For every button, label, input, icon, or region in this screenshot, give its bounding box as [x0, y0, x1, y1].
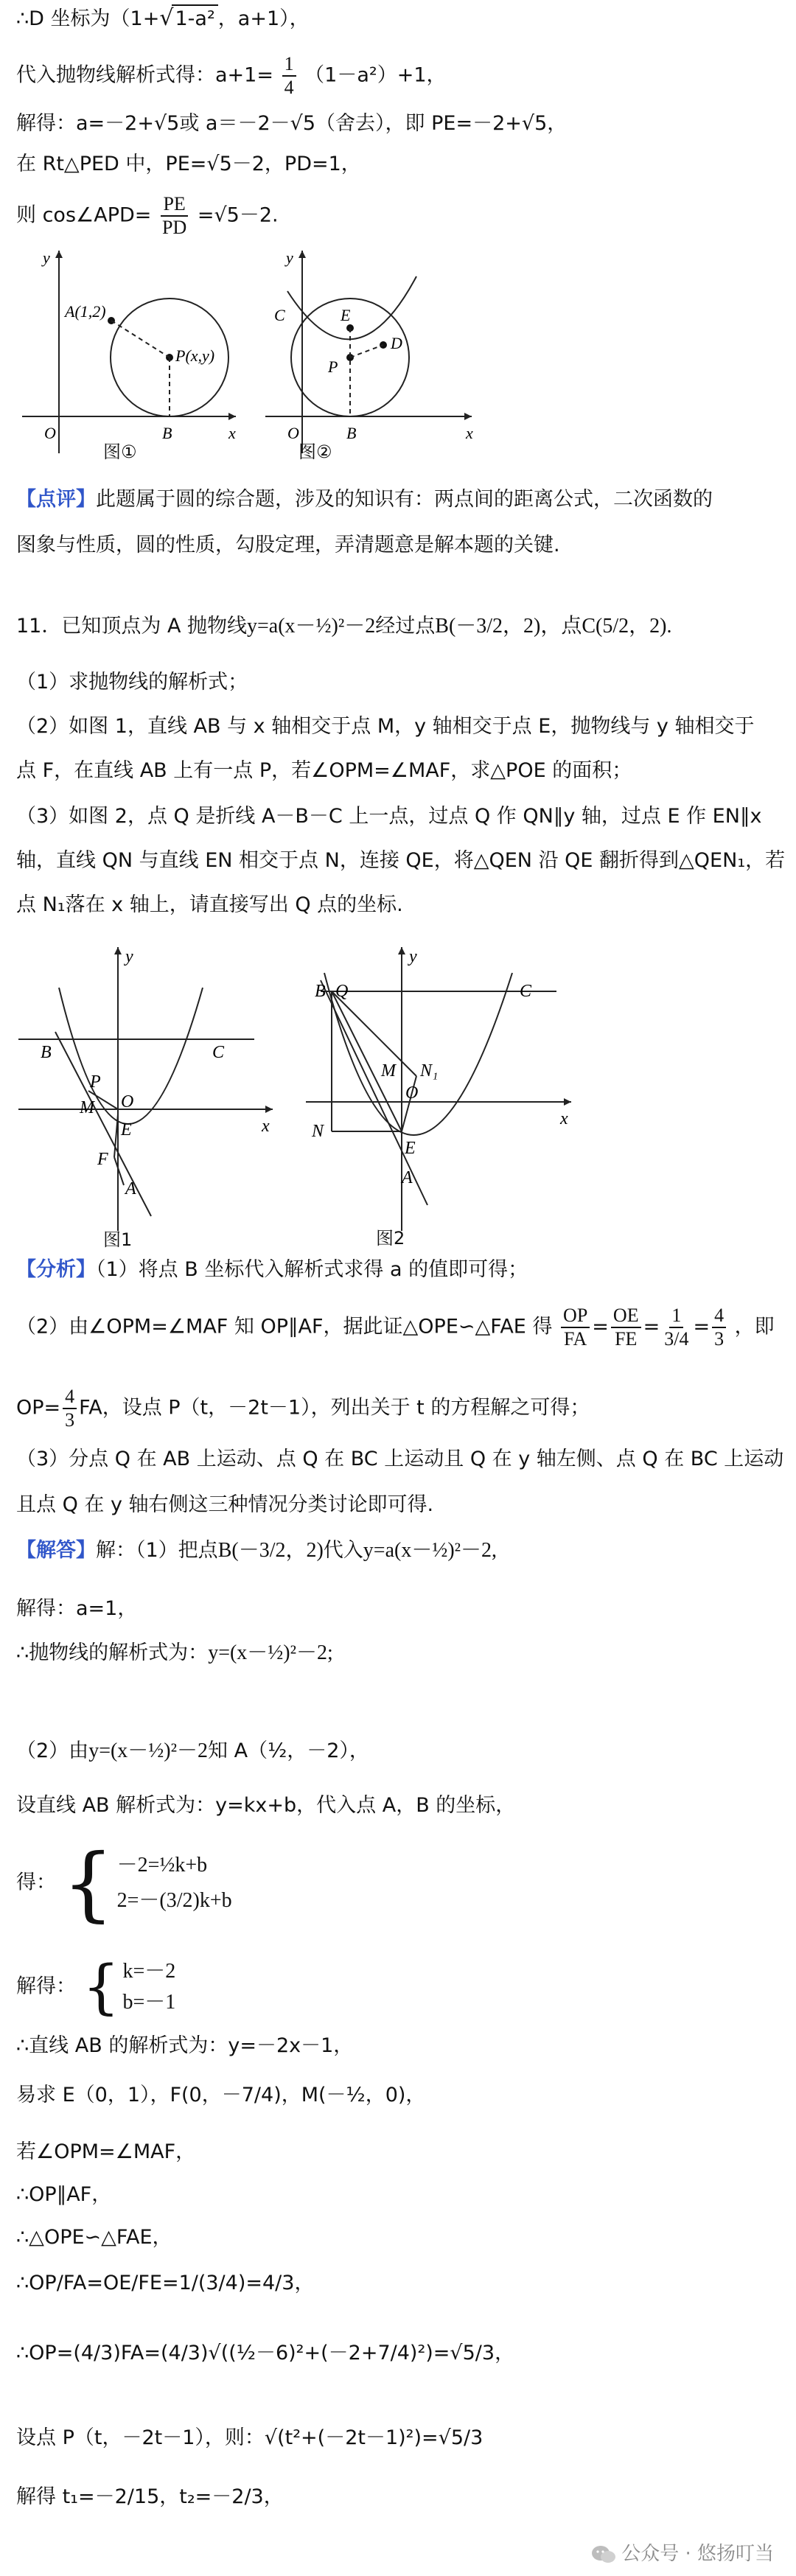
analysis-line: 且点 Q 在 y 轴右侧这三种情况分类讨论即可得.	[16, 1493, 434, 1516]
label-o: O	[405, 1083, 419, 1103]
fraction: $\frac{PE}{PD}$	[161, 193, 187, 238]
label-b: B	[162, 424, 172, 442]
answer-line: 【解答】解：（1）把点B(－3/2，2)代入y=a(x－½)²－2,	[16, 1539, 498, 1562]
label-y: y	[43, 248, 50, 267]
answer-line: ∴直线 AB 的解析式为：y=－2x－1，	[16, 2034, 354, 2057]
figure-parabola-2	[298, 943, 579, 1249]
label-p: P	[90, 1072, 101, 1092]
answer-line: 设点 P（t，－2t－1），则：√(t²+(－2t－1)²)=√5/3	[16, 2426, 483, 2449]
question-line: （3）如图 2，点 Q 是折线 A－B－C 上一点，过点 Q 作 QN∥y 轴，过点 E 作 EN∥x	[16, 805, 762, 828]
answer-line: ∴OP/FA=OE/FE=1/(3/4)=4/3，	[16, 2272, 315, 2294]
text-line: ∴D 坐标为（1+√1-a² ，a+1），	[16, 5, 310, 31]
figure-caption: 图2	[376, 1228, 405, 1249]
label-y: y	[409, 947, 417, 966]
answer-line: 解得：a=1，	[16, 1597, 138, 1620]
label-x: x	[466, 424, 473, 442]
label-b: B	[346, 424, 357, 442]
answer-line: ∴OP∥AF，	[16, 2183, 112, 2206]
figure-caption: 图②	[298, 441, 332, 462]
label-c: C	[274, 306, 285, 324]
figure-circle-2	[258, 247, 479, 464]
equation-system: { k=－2 b=－1	[82, 1952, 176, 2021]
analysis-line: OP= $\frac{4}{3}$ FA，设点 P（t，－2t－1），列出关于 t 的方程解之可得；	[16, 1386, 590, 1431]
answer-line: 若∠OPM=∠MAF，	[16, 2140, 196, 2163]
label-a: A(1,2)	[65, 302, 106, 321]
label-c: C	[520, 982, 532, 1001]
figure-caption: 图①	[103, 441, 137, 462]
fraction: $\frac{1}{4}$	[282, 53, 296, 99]
answer-line: 易求 E（0，1），F(0，－7/4)，M(－½，0)，	[16, 2084, 426, 2106]
analysis-line: 【分析】（1）将点 B 坐标代入解析式求得 a 的值即可得；	[16, 1258, 528, 1281]
question-line: 点 F，在直线 AB 上有一点 P，若∠OPM=∠MAF，求△POE 的面积；	[16, 759, 632, 782]
equation-system: { －2=½k+b 2=－(3/2)k+b	[62, 1836, 232, 1930]
label-y: y	[286, 248, 293, 267]
answer-line: 解得 t₁=－2/15，t₂=－2/3，	[16, 2485, 284, 2508]
label-o: O	[121, 1092, 134, 1111]
label-o: O	[287, 424, 299, 442]
label-c: C	[212, 1043, 225, 1062]
label-m: M	[80, 1098, 94, 1117]
answer-line: 设直线 AB 解析式为：y=kx+b，代入点 A，B 的坐标，	[16, 1794, 516, 1817]
answer-line: ∴△OPE∽△FAE，	[16, 2226, 172, 2249]
label-x: x	[560, 1109, 568, 1128]
question-line: 轴，直线 QN 与直线 EN 相交于点 N，连接 QE，将△QEN 沿 QE 翻折得到△QEN₁，若	[16, 849, 786, 872]
question-line: （1）求抛物线的解析式；	[16, 671, 248, 694]
label-n1: N₁	[420, 1061, 439, 1081]
answer-line: 解得： { k=－2 b=－1	[16, 1952, 176, 2021]
label-d: D	[391, 334, 402, 352]
text-line: 解得：a=－2+√5或 a＝－2－√5（舍去），即 PE=－2+√5，	[16, 112, 568, 135]
label-n: N	[312, 1122, 324, 1141]
wechat-icon	[590, 2544, 617, 2565]
answer-line: ∴OP=(4/3)FA=(4/3)√((½－6)²+(－2+7/4)²)=√5/3，	[16, 2342, 515, 2364]
label-m: M	[381, 1061, 396, 1081]
question-line: 点 N₁落在 x 轴上，请直接写出 Q 点的坐标.	[16, 893, 403, 916]
label-y: y	[125, 947, 133, 966]
figure-parabola-1	[15, 943, 280, 1250]
label-q: Q	[335, 982, 349, 1001]
label-a: A	[125, 1179, 136, 1198]
answer-line: （2）由y=(x－½)²－2知 A（½，－2），	[16, 1739, 369, 1762]
watermark-text: 公众号 · 悠扬叮当	[621, 2543, 774, 2565]
answer-line: 得： { －2=½k+b 2=－(3/2)k+b	[16, 1836, 232, 1930]
label-x: x	[228, 424, 236, 442]
question-line: 11．已知顶点为 A 抛物线y=a(x－½)²－2经过点B(－3/2，2)，点C(5/2，2).	[16, 615, 672, 638]
label-e: E	[405, 1139, 416, 1158]
analysis-line: （3）分点 Q 在 AB 上运动、点 Q 在 BC 上运动且 Q 在 y 轴左侧、点 Q 在 BC 上运动	[16, 1448, 784, 1470]
label-f: F	[97, 1150, 108, 1169]
figure-circle-1	[15, 247, 243, 464]
label-x: x	[262, 1117, 270, 1136]
label-e: E	[341, 306, 351, 324]
label-p: P(x,y)	[175, 346, 215, 365]
watermark	[590, 2538, 774, 2566]
label-b: B	[41, 1043, 52, 1062]
question-line: （2）如图 1，直线 AB 与 x 轴相交于点 M，y 轴相交于点 E，抛物线与 y 轴相交于	[16, 715, 755, 738]
analysis-line: （2）由∠OPM=∠MAF 知 OP∥AF，据此证△OPE∽△FAE 得 $\frac{OP}{FA}$ = $\frac{OE}{FE}$ = $\frac{1}{3/4}$ = $\frac{4}{3}$ ，即	[16, 1305, 775, 1350]
comment-line: 图象与性质，圆的性质，勾股定理，弄清题意是解本题的关键.	[16, 534, 560, 556]
label-e: E	[121, 1120, 132, 1139]
label-a: A	[402, 1168, 413, 1187]
label-o: O	[44, 424, 56, 442]
label-b: B	[315, 982, 326, 1001]
text-line: 代入抛物线解析式得：a+1= $\frac{1}{4}$ （1－a²）+1，	[16, 53, 447, 98]
label-p: P	[328, 357, 338, 376]
text-line: 则 cos∠APD= $\frac{PE}{PD}$ =√5－2.	[16, 193, 279, 238]
answer-line: ∴抛物线的解析式为：y=(x－½)²－2;	[16, 1641, 333, 1664]
comment-line: 【点评】此题属于圆的综合题，涉及的知识有：两点间的距离公式，二次函数的	[16, 488, 713, 511]
figure-caption: 图1	[103, 1229, 133, 1250]
text-line: 在 Rt△PED 中，PE=√5－2，PD=1，	[16, 153, 361, 175]
